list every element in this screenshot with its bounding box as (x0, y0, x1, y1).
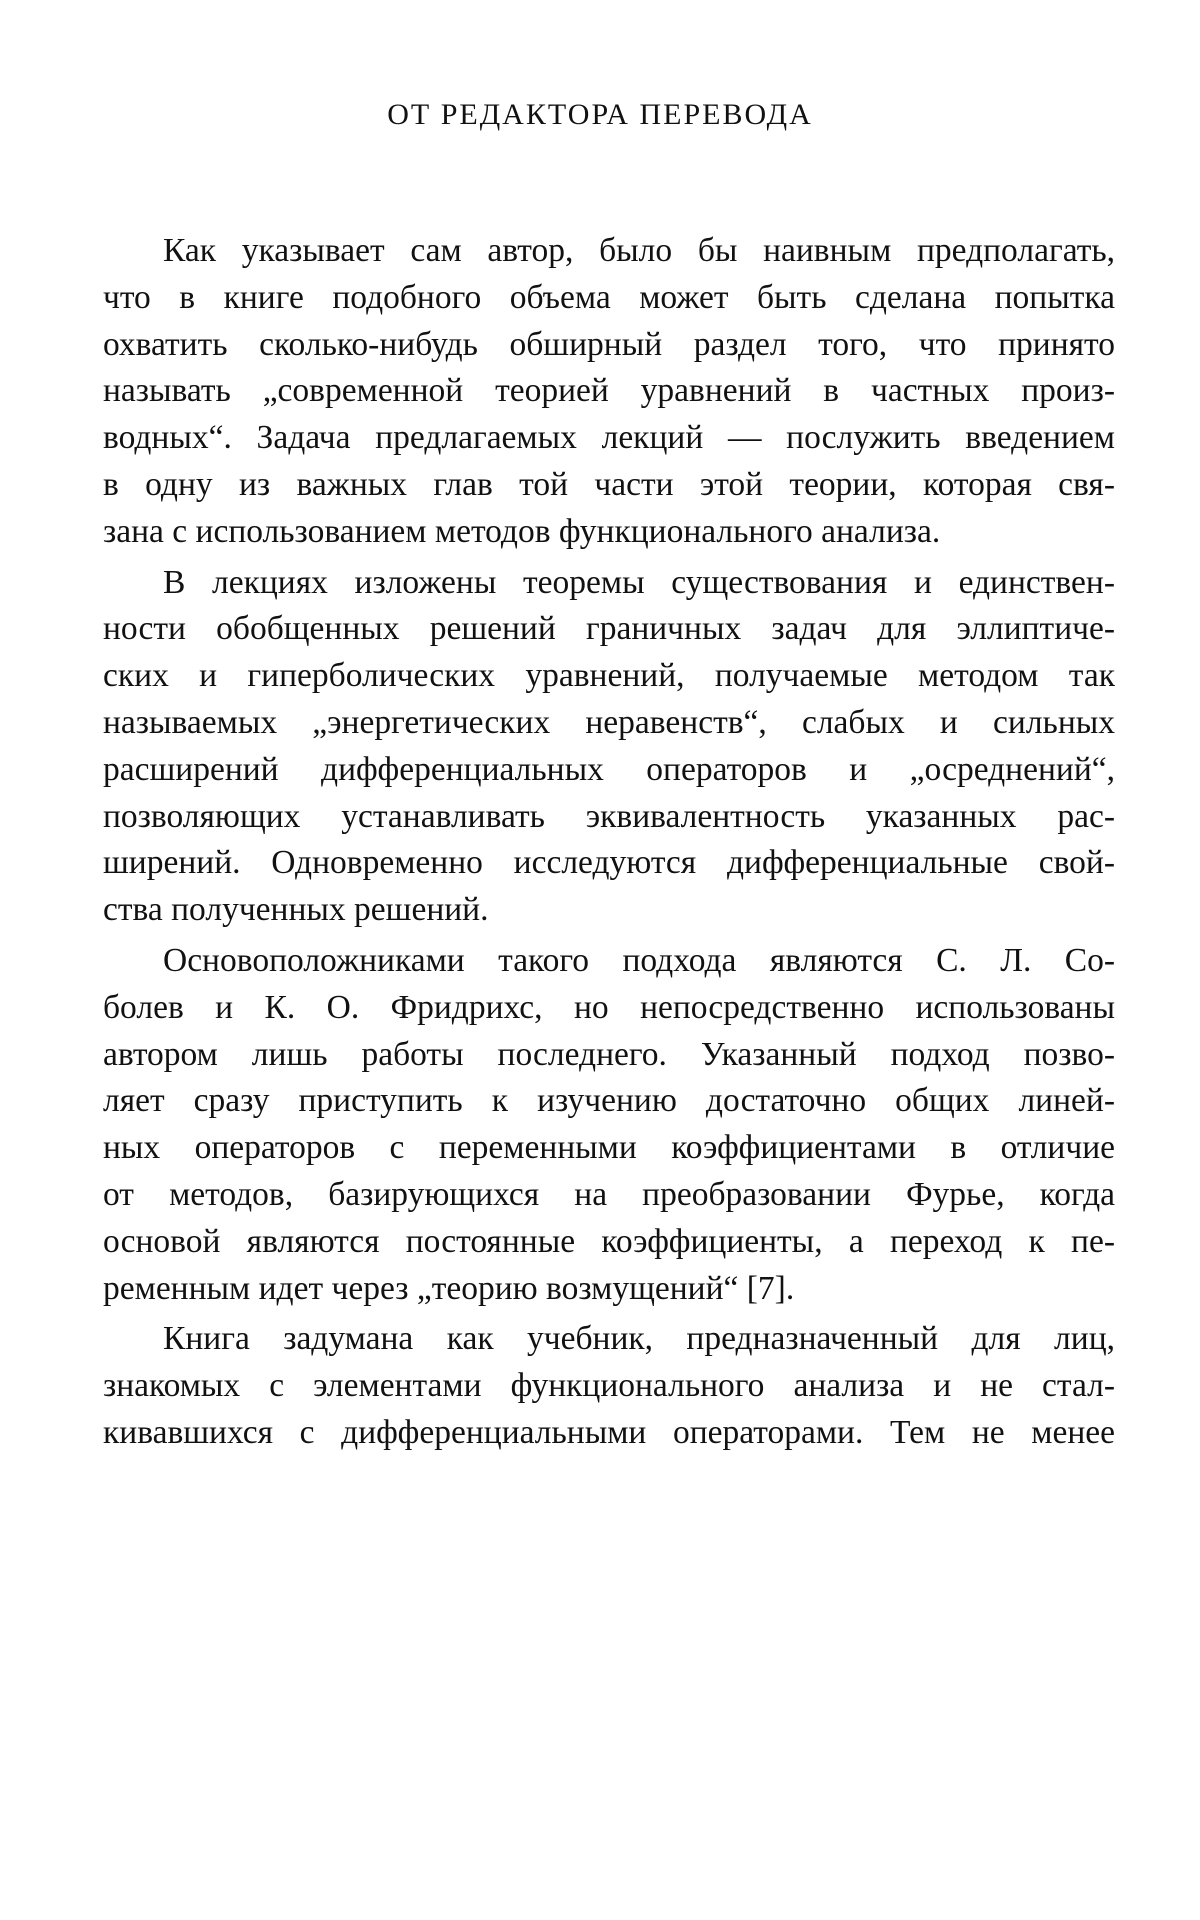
text-line: охватить сколько-нибудь обширный раздел того, что принято (103, 325, 1115, 363)
text-line: в одну из важных глав той части этой теории, которая свя- (103, 465, 1115, 503)
text-line: ляет сразу приступить к изучению достаточно общих линей- (103, 1082, 1115, 1120)
text-line: от методов, базирующихся на преобразовании Фурье, когда (103, 1175, 1115, 1213)
text-line: ных операторов с переменными коэффициентами в отличие (103, 1129, 1115, 1167)
text-line: Как указывает сам автор, было бы наивным предполагать, (163, 232, 1115, 269)
paragraph-2 (103, 560, 1115, 934)
text-line: ности обобщенных решений граничных задач для эллиптиче- (103, 610, 1115, 648)
text-line: зана с использованием методов функционального анализа. (103, 512, 941, 550)
page-heading: ОТ РЕДАКТОРА ПЕРЕВОДА (387, 98, 813, 131)
paragraph-1 (103, 228, 1115, 556)
text-line: болев и К. О. Фридрихс, но непосредственно использованы (103, 988, 1115, 1026)
body-text (103, 228, 1115, 1457)
text-line: кивавшихся с дифференциальными операторами. Тем не менее (103, 1413, 1115, 1451)
text-line: Основоположниками такого подхода являются С. Л. Со- (163, 941, 1115, 979)
text-line: ременным идет через „теорию возмущений“ [7]. (103, 1269, 795, 1307)
text-line: В лекциях изложены теоремы существования и единствен- (163, 563, 1115, 601)
text-line: называть „современной теорией уравнений в частных произ- (103, 372, 1115, 410)
paragraph-3 (103, 938, 1115, 1312)
text-line: ских и гиперболических уравнений, получаемые методом так (103, 657, 1115, 695)
text-line: знакомых с элементами функционального анализа и не стал- (103, 1367, 1115, 1405)
text-line: позволяющих устанавливать эквивалентность указанных рас- (103, 797, 1115, 835)
text-line: расширений дифференциальных операторов и „осреднений“, (103, 750, 1115, 788)
text-line: ширений. Одновременно исследуются дифференциальные свой- (103, 844, 1115, 882)
text-line: Книга задумана как учебник, предназначенный для лиц, (163, 1320, 1115, 1358)
paragraph-4 (103, 1316, 1115, 1456)
text-line: водных“. Задача предлагаемых лекций — послужить введением (103, 419, 1115, 457)
text-line: ства полученных решений. (103, 891, 489, 929)
text-line: называемых „энергетических неравенств“, слабых и сильных (103, 703, 1115, 741)
text-line: что в книге подобного объема может быть сделана попытка (103, 278, 1115, 316)
text-line: автором лишь работы последнего. Указанный подход позво- (103, 1035, 1115, 1073)
text-line: основой являются постоянные коэффициенты, а переход к пе- (103, 1222, 1115, 1260)
